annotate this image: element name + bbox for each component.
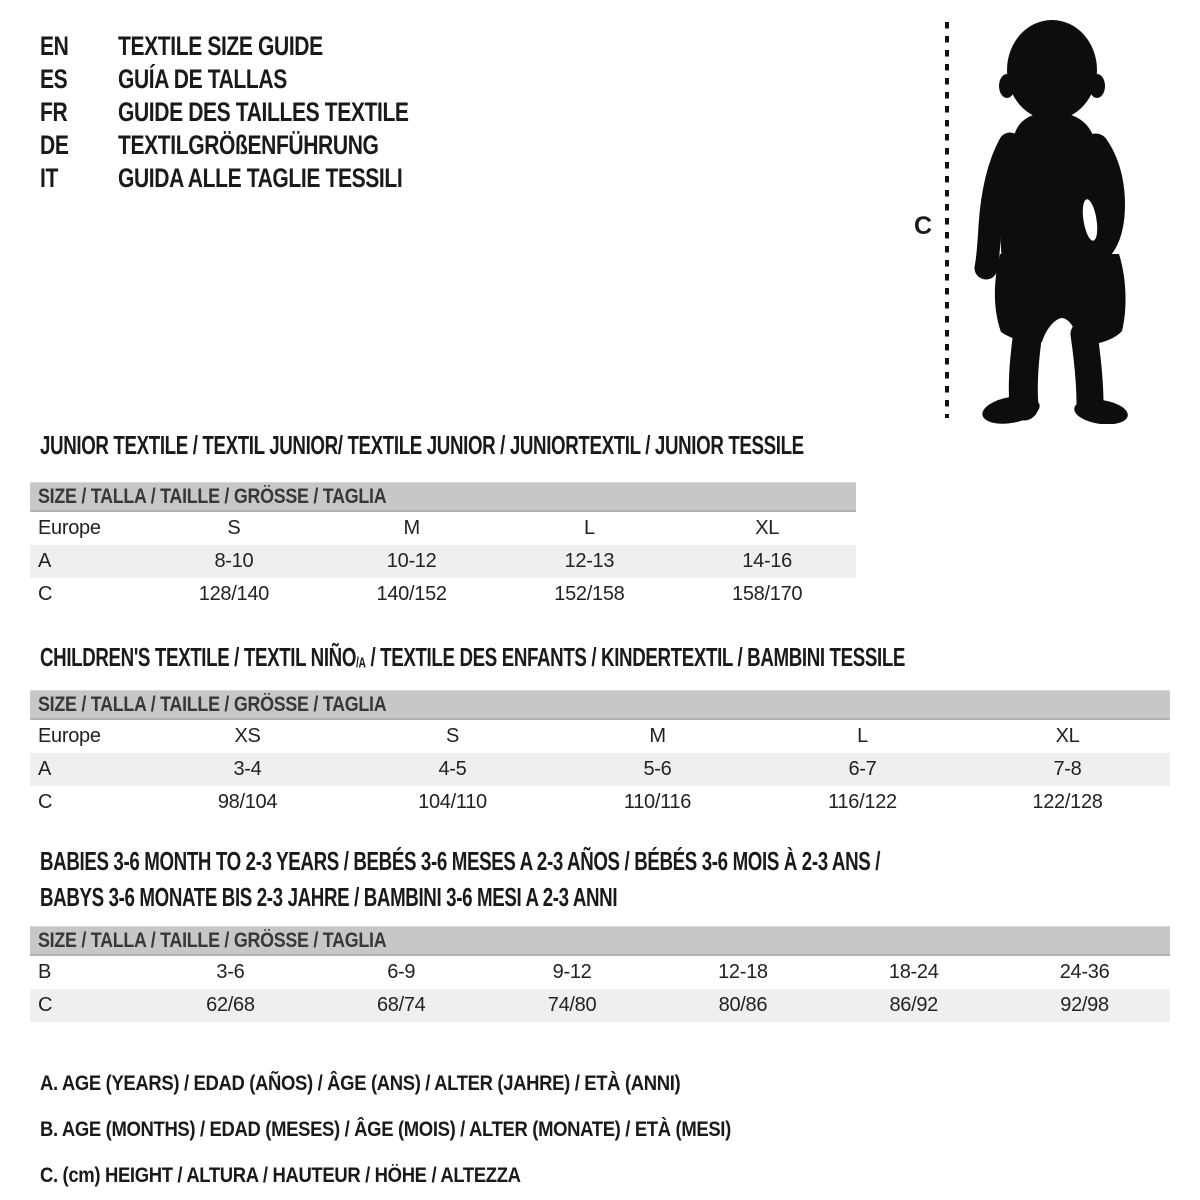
section-title-babies-line1 — [40, 846, 1200, 877]
table-cell: 68/74 — [376, 994, 426, 1016]
legend-text: C. (cm) HEIGHT / ALTURA / HAUTEUR / HÖHE / ALTEZZA — [40, 1164, 521, 1187]
table-cell: L — [857, 725, 868, 747]
guide-title-it: GUIDA ALLE TAGLIE TESSILI — [118, 163, 403, 193]
table-cell: 6-7 — [848, 758, 877, 780]
language-row-en — [40, 30, 409, 63]
language-code: EN — [40, 31, 69, 61]
table-cell: 7-8 — [1053, 758, 1082, 780]
row-label: B — [38, 961, 52, 983]
legend-height-cm — [40, 1164, 586, 1188]
table-cell: L — [583, 517, 595, 539]
table-cell: 104/110 — [418, 791, 487, 813]
row-label: C — [38, 994, 53, 1016]
section-title-babies-line2 — [40, 882, 842, 913]
section-title-text: BABIES 3-6 MONTH TO 2-3 YEARS / BEBÉS 3-6 MESES A 2-3 AÑOS / BÉBÉS 3-6 MOIS À 2-3 ANS / — [40, 846, 881, 876]
table-cell: 86/92 — [889, 994, 939, 1016]
legend-age-months — [40, 1118, 825, 1142]
table-cell: 122/128 — [1032, 791, 1103, 813]
language-row-it — [40, 162, 409, 195]
table-cell: 10-12 — [386, 550, 437, 572]
language-row-de — [40, 129, 409, 162]
language-row-es — [40, 63, 409, 96]
height-dotted-line — [944, 20, 950, 420]
table-cell: M — [403, 517, 420, 539]
language-code: DE — [40, 130, 69, 160]
table-cell: S — [227, 517, 241, 539]
children-size-table — [30, 690, 1170, 819]
table-cell: 62/68 — [206, 994, 255, 1016]
table-cell: 18-24 — [888, 961, 939, 983]
section-title-children — [40, 642, 1200, 673]
title-part: / TEXTILE DES ENFANTS / KINDERTEXTIL / BAMBINI TESSILE — [365, 642, 906, 672]
table-row-age — [30, 753, 1170, 786]
section-title-text — [40, 642, 905, 673]
language-code: IT — [40, 163, 58, 193]
table-cell: 92/98 — [1060, 994, 1109, 1016]
language-row-fr — [40, 96, 409, 129]
table-row-height — [30, 786, 1170, 819]
row-label: A — [38, 550, 52, 572]
legend-text: B. AGE (MONTHS) / EDAD (MESES) / ÂGE (MOIS) / ALTER (MONATE) / ETÀ (MESI) — [40, 1118, 731, 1141]
table-cell: 8-10 — [214, 550, 254, 572]
babies-size-table — [30, 926, 1170, 1022]
table-cell: 5-6 — [643, 758, 672, 780]
legend-text: A. AGE (YEARS) / EDAD (AÑOS) / ÂGE (ANS) / ALTER (JAHRE) / ETÀ (ANNI) — [40, 1072, 681, 1095]
title-subscript: /A — [356, 655, 366, 672]
table-cell: 152/158 — [554, 583, 625, 605]
section-title-text: BABYS 3-6 MONATE BIS 2-3 JAHRE / BAMBINI 3-6 MESI A 2-3 ANNI — [40, 882, 618, 912]
table-cell: 80/86 — [718, 994, 768, 1016]
table-row-months — [30, 956, 1170, 989]
table-cell: S — [445, 725, 460, 747]
table-cell: XS — [234, 725, 261, 747]
size-header-label: SIZE / TALLA / TAILLE / GRÖSSE / TAGLIA — [38, 692, 387, 716]
table-cell: 3-4 — [233, 758, 262, 780]
size-header-bar — [30, 482, 856, 512]
height-measure-label: C — [914, 212, 933, 240]
guide-title-es: GUÍA DE TALLAS — [118, 64, 287, 94]
guide-title-en: TEXTILE SIZE GUIDE — [118, 31, 323, 61]
title-part: CHILDREN'S TEXTILE / TEXTIL NIÑO — [40, 642, 357, 672]
table-cell: 14-16 — [742, 550, 792, 572]
legend-age-years — [40, 1072, 768, 1096]
row-label: C — [38, 791, 53, 813]
guide-title-fr: GUIDE DES TAILLES TEXTILE — [118, 97, 409, 127]
row-label: Europe — [38, 725, 101, 747]
language-code: ES — [40, 64, 68, 94]
table-cell: 158/170 — [732, 583, 803, 605]
table-cell: 110/116 — [623, 791, 692, 813]
table-cell: 6-9 — [387, 961, 416, 983]
table-row-height — [30, 578, 856, 611]
table-cell: 128/140 — [198, 583, 269, 605]
language-code: FR — [40, 97, 68, 127]
table-cell: 3-6 — [216, 961, 245, 983]
row-label: A — [38, 758, 52, 780]
size-header-bar — [30, 926, 1170, 956]
table-cell: 4-5 — [438, 758, 467, 780]
row-label: C — [38, 583, 53, 605]
table-cell: XL — [755, 517, 780, 539]
table-row-age — [30, 545, 856, 578]
table-cell: 24-36 — [1059, 961, 1110, 983]
table-cell: M — [649, 725, 666, 747]
table-cell: 74/80 — [547, 994, 597, 1016]
size-header-label: SIZE / TALLA / TAILLE / GRÖSSE / TAGLIA — [38, 928, 387, 952]
table-row-height — [30, 989, 1170, 1022]
table-cell: XL — [1055, 725, 1080, 747]
language-title-list — [40, 30, 513, 195]
table-row-europe — [30, 720, 1170, 753]
baby-silhouette — [962, 14, 1142, 424]
size-header-label: SIZE / TALLA / TAILLE / GRÖSSE / TAGLIA — [38, 484, 387, 508]
table-cell: 9-12 — [552, 961, 592, 983]
row-label: Europe — [38, 517, 101, 539]
table-row-europe — [30, 512, 856, 545]
size-header-bar — [30, 690, 1170, 720]
table-cell: 116/122 — [828, 791, 897, 813]
baby-height-figure — [898, 10, 1188, 430]
junior-size-table — [30, 482, 856, 611]
section-title-junior — [40, 430, 1101, 461]
table-cell: 12-13 — [564, 550, 615, 572]
table-cell: 12-18 — [718, 961, 768, 983]
guide-title-de: TEXTILGRÖßENFÜHRUNG — [118, 130, 379, 160]
table-cell: 140/152 — [376, 583, 447, 605]
table-cell: 98/104 — [217, 791, 278, 813]
section-title-text: JUNIOR TEXTILE / TEXTIL JUNIOR/ TEXTILE JUNIOR / JUNIORTEXTIL / JUNIOR TESSILE — [40, 430, 804, 460]
